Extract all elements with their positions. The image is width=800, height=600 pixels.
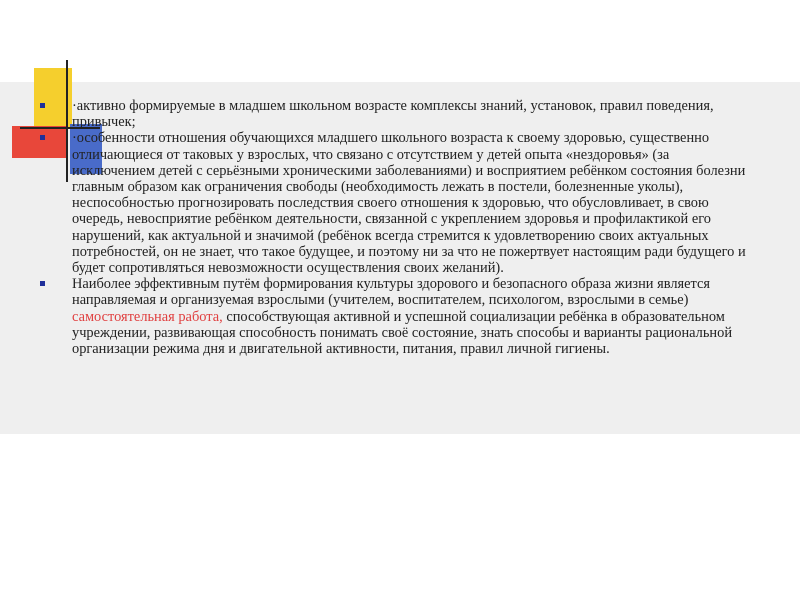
bullet-list — [34, 98, 754, 357]
list-item — [34, 130, 754, 276]
bullet-icon — [40, 103, 45, 108]
highlighted-phrase: самостоятельная работа, — [72, 308, 223, 325]
list-item-text-continued: способствующая активной и успешной социализации ребёнка в образовательном учреждении, развивающая способность понимать своё состояние, знать способы и варианты рациональной организации режима дня и двигательной активности, питания, правил личной гигиены. — [72, 308, 733, 358]
bullet-icon — [40, 281, 45, 286]
list-item — [34, 276, 754, 357]
list-item — [34, 98, 754, 130]
list-item-text: ·особенности отношения обучающихся младшего школьного возраста к своему здоровью, существенно отличающиеся от таковых у взрослых, что связано с отсутствием у детей опыта «нездоровья» (за исключением детей с серьёзными хроническими заболеваниями) и восприятием ребёнком состояния болезни главным образом как ограничения свободы (необходимость лежать в постели, болезненные уколы), неспособностью прогнозировать последствия своего отношения к здоровью, что обусловливает, в свою очередь, невосприятие ребёнком деятельности, связанной с укреплением здоровья и профилактикой его нарушений, как актуальной и значимой (ребёнок всегда стремится к удовлетворению своих актуальных потребностей, он не знает, что такое будущее, и поэтому ни за что не пожертвует настоящим ради будущего и будет сопротивляться невозможности осуществления своих желаний). — [72, 130, 746, 277]
list-item-text: ·активно формируемые в младшем школьном возрасте комплексы знаний, установок, правил поведения, привычек; — [72, 98, 714, 131]
list-item-text: Наиболее эффективным путём формирования культуры здорового и безопасного образа жизни является направляемая и организуемая взрослыми (учителем, воспитателем, психологом, взрослыми в семье) — [72, 276, 710, 309]
bullet-icon — [40, 135, 45, 140]
